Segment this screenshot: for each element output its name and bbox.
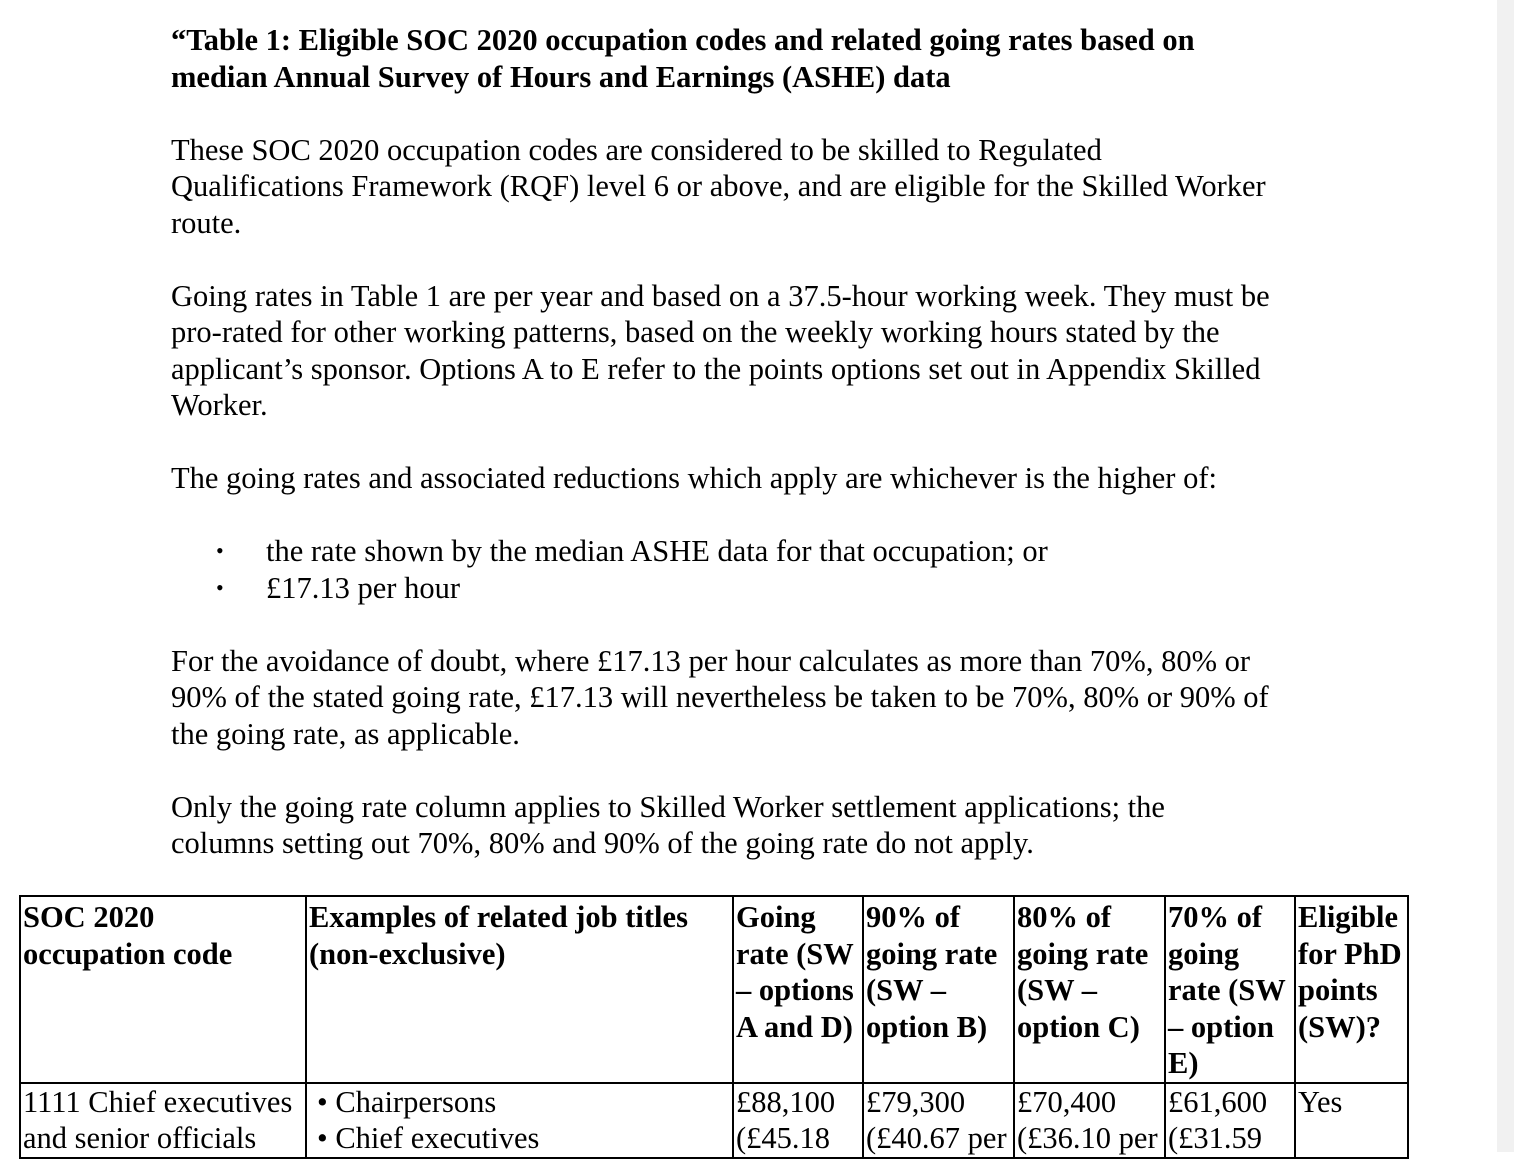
vertical-scrollbar[interactable] <box>1497 0 1514 1152</box>
going-rates-table-wrapper <box>19 895 1409 1159</box>
document-body <box>171 22 1271 898</box>
bullet-icon: • <box>216 574 224 600</box>
header-soc-code: SOC 2020 occupation code <box>20 896 306 1083</box>
higher-of-list <box>171 533 1271 606</box>
table-row <box>20 1083 1408 1158</box>
list-item: • Chairpersons <box>317 1084 730 1121</box>
avoidance-paragraph: For the avoidance of doubt, where £17.13 per hour calculates as more than 70%, 80% or 90% of the stated going rate, £17.13 will nevertheless be taken to be 70%, 80% or 90% of the going rate, as applicable. <box>171 643 1269 751</box>
cell-soc-code: 1111 Chief executives and senior officials <box>20 1083 306 1158</box>
higher-of-paragraph: The going rates and associated reductions which apply are whichever is the higher of: <box>171 461 1217 495</box>
table-title: “Table 1: Eligible SOC 2020 occupation codes and related going rates based on median Annual Survey of Hours and Earnings (ASHE) data <box>171 23 1195 94</box>
header-70-percent: 70% of going rate (SW – option E) <box>1165 896 1295 1083</box>
cell-90-percent: £79,300 (£40.67 per <box>863 1083 1014 1158</box>
cell-job-titles <box>306 1083 733 1158</box>
list-item: • the rate shown by the median ASHE data for that occupation; or <box>216 534 1048 568</box>
job-titles-list <box>309 1084 730 1157</box>
intro-paragraph: These SOC 2020 occupation codes are considered to be skilled to Regulated Qualifications Framework (RQF) level 6 or above, and are eligible for the Skilled Worker route. <box>171 132 1266 240</box>
cell-going-rate: £88,100 (£45.18 <box>733 1083 863 1158</box>
header-phd-eligible: Eligible for PhD points (SW)? <box>1295 896 1408 1083</box>
settlement-paragraph: Only the going rate column applies to Skilled Worker settlement applications; the columns setting out 70%, 80% and 90% of the going rate do not apply. <box>171 789 1165 860</box>
header-90-percent: 90% of going rate (SW – option B) <box>863 896 1014 1083</box>
list-item: • £17.13 per hour <box>216 570 460 605</box>
going-rates-paragraph: Going rates in Table 1 are per year and based on a 37.5-hour working week. They must be pro-rated for other working patterns, based on the weekly working hours stated by the applicant’s sponsor. Options A to E refer to the points options set out in Appendix Skilled Worker. <box>171 278 1270 422</box>
bullet-icon: • <box>216 538 224 563</box>
header-job-titles: Examples of related job titles (non-exclusive) <box>306 896 733 1083</box>
header-going-rate: Going rate (SW – options A and D) <box>733 896 863 1083</box>
table-header-row <box>20 896 1408 1083</box>
going-rates-table <box>19 895 1409 1159</box>
cell-phd-eligible: Yes <box>1295 1083 1408 1158</box>
list-item: • Chief executives <box>317 1120 730 1157</box>
cell-80-percent: £70,400 (£36.10 per <box>1014 1083 1165 1158</box>
header-80-percent: 80% of going rate (SW – option C) <box>1014 896 1165 1083</box>
cell-70-percent: £61,600 (£31.59 <box>1165 1083 1295 1158</box>
